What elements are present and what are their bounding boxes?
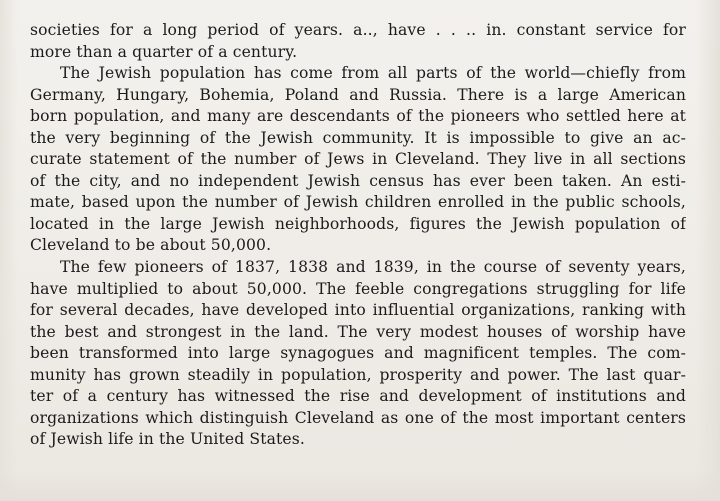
left-margin-shadow xyxy=(0,0,18,501)
text-line-15: the best and strongest in the land. The very modest houses of worship have xyxy=(30,322,686,341)
text-line-11: Cleveland to be about 50,000. xyxy=(30,236,272,255)
body-text xyxy=(30,20,686,451)
bottom-page-shadow xyxy=(0,471,720,501)
text-line-10: located in the large Jewish neighborhoods, figures the Jewish population of xyxy=(30,214,686,233)
text-line-20: of Jewish life in the United States. xyxy=(30,430,305,449)
text-line-9: mate, based upon the number of Jewish children enrolled in the public schools, xyxy=(30,193,686,212)
text-line-6: the very beginning of the Jewish community. It is impossible to give an ac- xyxy=(30,128,686,147)
text-line-3: The Jewish population has come from all parts of the world—chiefly from xyxy=(60,64,686,83)
text-line-8: of the city, and no independent Jewish census has ever been taken. An esti- xyxy=(30,171,686,190)
text-line-18: ter of a century has witnessed the rise and development of institutions and xyxy=(30,387,686,406)
text-line-2: more than a quarter of a century. xyxy=(30,42,298,61)
text-line-4: Germany, Hungary, Bohemia, Poland and Russia. There is a large American xyxy=(30,85,686,104)
text-line-16: been transformed into large synagogues and magnificent temples. The com- xyxy=(30,344,686,363)
right-margin-shadow xyxy=(696,0,720,501)
text-line-13: have multiplied to about 50,000. The feeble congregations struggling for life xyxy=(30,279,686,298)
text-line-19: organizations which distinguish Cleveland as one of the most important centers xyxy=(30,408,686,427)
text-line-17: munity has grown steadily in population, prosperity and power. The last quar- xyxy=(30,365,686,384)
text-line-1: societies for a long period of years. a.., have . . .. in. constant service for xyxy=(30,21,686,39)
text-line-14: for several decades, have developed into influential organizations, ranking with xyxy=(30,301,686,320)
text-line-12: The few pioneers of 1837, 1838 and 1839, in the course of seventy years, xyxy=(60,258,686,277)
text-line-7: curate statement of the number of Jews in Cleveland. They live in all sections xyxy=(30,150,686,169)
text-line-5: born population, and many are descendants of the pioneers who settled here at xyxy=(30,107,686,126)
